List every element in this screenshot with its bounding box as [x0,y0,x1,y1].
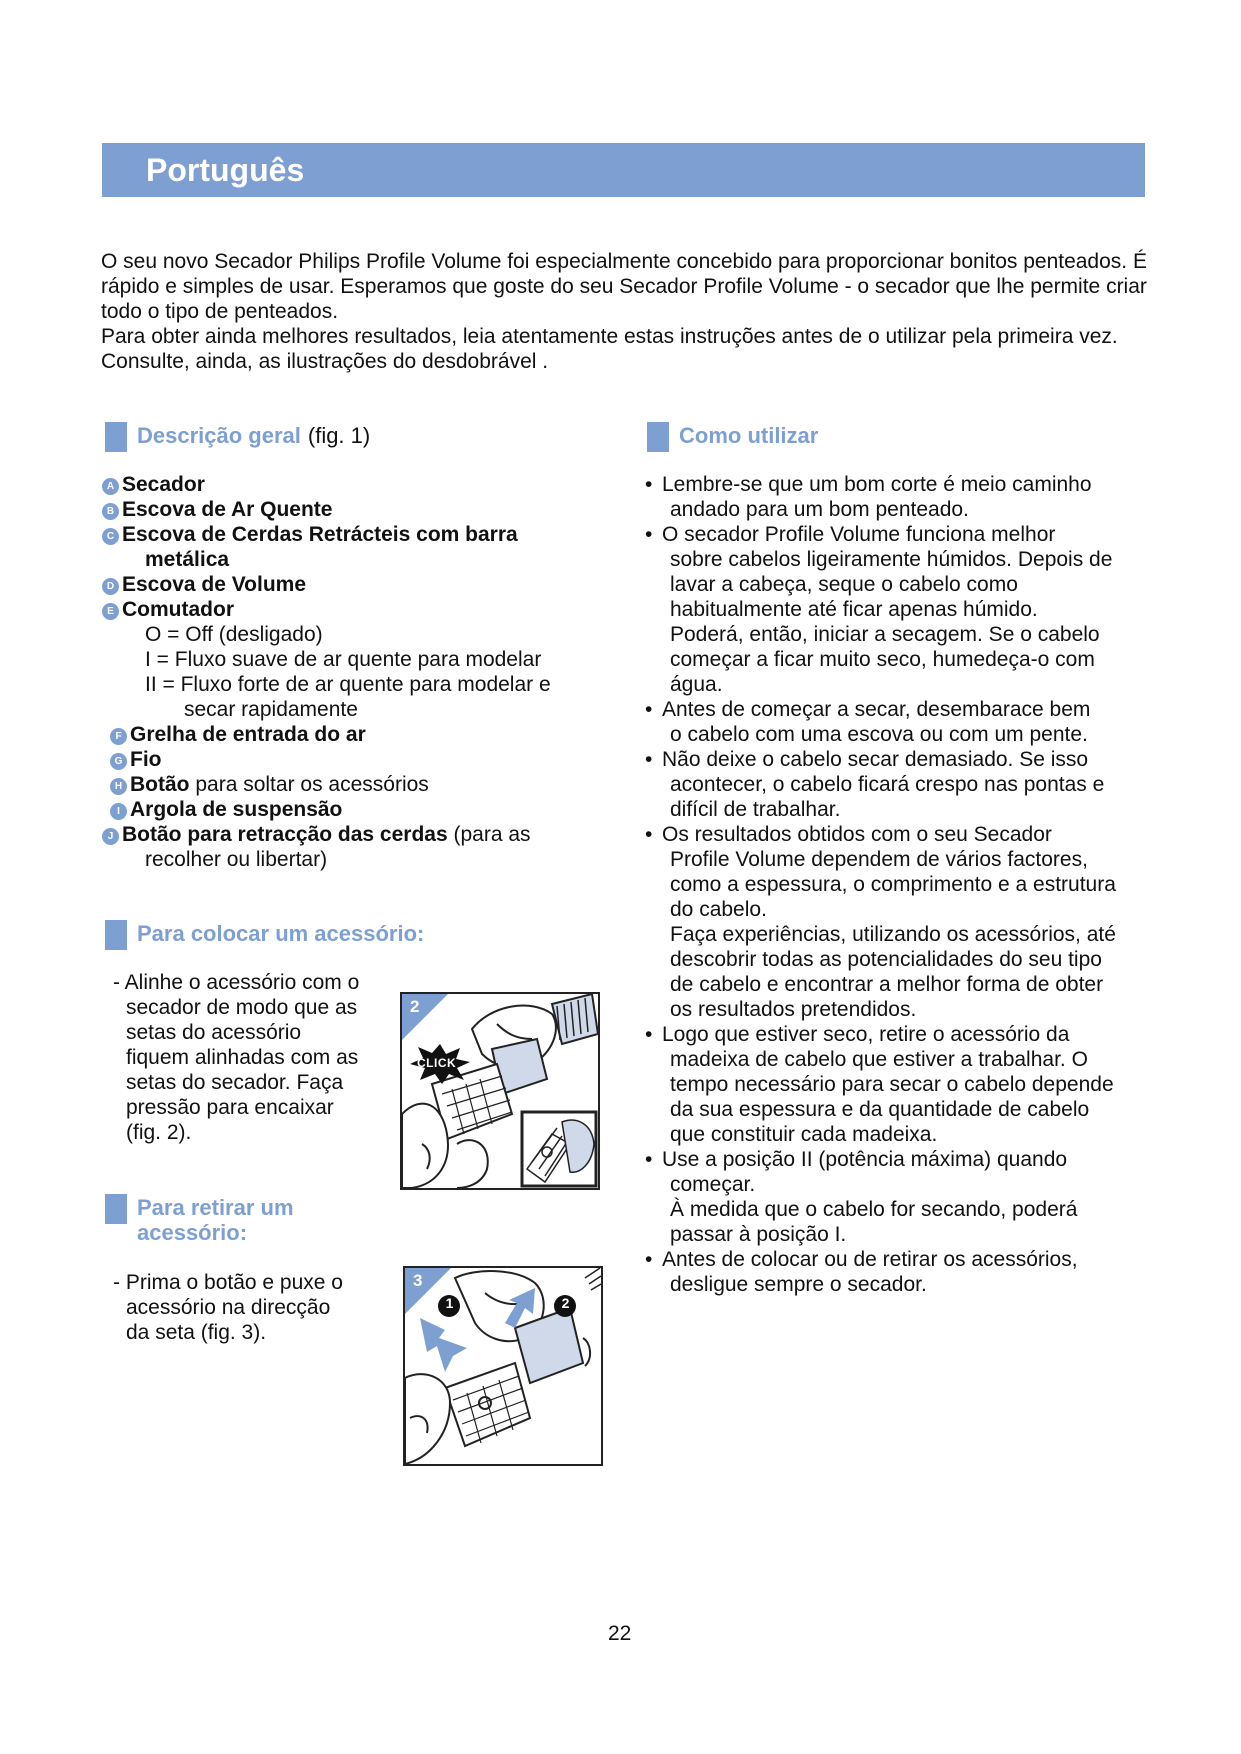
part-description: (para as [453,823,531,846]
bullet-indent [645,672,662,697]
how-to-use-bullet-continuation [645,1097,1150,1122]
bullet-indent [645,947,662,972]
bullet-text: começar. [670,1173,756,1196]
part-name: Escova de Volume [122,573,307,596]
switch-off-setting: O = Off (desligado) [145,623,323,646]
how-to-use-bullet [645,1147,1150,1172]
part-item-h [102,772,642,797]
how-to-use-bullet-continuation [645,1122,1150,1147]
part-item-c [102,522,642,547]
part-name: Escova de Ar Quente [122,498,333,521]
part-item-b [102,497,642,522]
language-title: Português [146,152,305,188]
attach-line: pressão para encaixar [126,1096,334,1119]
attach-line: secador de modo que as [126,996,358,1019]
switch-setting-two-continuation: secar rapidamente [184,698,358,721]
bullet-indent [645,1222,662,1247]
bullet-text: lavar a cabeça, seque o cabelo como [670,573,1018,596]
part-item-j [102,822,642,847]
how-to-use-bullet-continuation [645,872,1150,897]
remove-accessory-heading [105,1195,294,1245]
bullet-dot-icon: • [645,1023,653,1046]
bullet-text: de cabelo e encontrar a melhor forma de obter [670,973,1104,996]
bullet-indent [645,1272,662,1297]
part-item-f [102,722,642,747]
how-to-use-bullet-continuation [645,647,1150,672]
bullet-text: Faça experiências, utilizando os acessórios, até [670,923,1116,946]
language-header-bar [102,143,1145,197]
step-2-badge: 2 [561,1295,570,1311]
intro-text [101,249,1151,374]
figure-2-attach-illustration [400,992,600,1190]
bullet-text: da sua espessura e da quantidade de cabelo [670,1098,1090,1121]
bullet-indent [645,622,662,647]
figure-number-corner [402,994,448,1040]
part-name: Grelha de entrada do ar [130,723,366,746]
bullet-indent [645,772,662,797]
general-description-title: Descrição geral [137,423,301,448]
bullet-indent [645,872,662,897]
how-to-use-bullet-continuation [645,672,1150,697]
part-name: Botão para retracção das cerdas [122,823,448,846]
step-1-badge: 1 [445,1295,454,1311]
how-to-use-bullet-continuation [645,1072,1150,1097]
general-description-fig-ref: (fig. 1) [307,423,371,448]
how-to-use-heading [647,423,818,452]
part-name: Fio [130,748,162,771]
bullet-text: acontecer, o cabelo ficará crespo nas pontas e [670,773,1105,796]
bullet-text: tempo necessário para secar o cabelo depende [670,1073,1114,1096]
attach-accessory-heading [105,921,424,950]
letter-h-icon: H [110,778,127,795]
bullet-text: Profile Volume dependem de vários factores, [670,848,1088,871]
bullet-dot-icon: • [645,523,653,546]
intro-paragraph-1: O seu novo Secador Philips Profile Volume foi especialmente concebido para proporcionar bonitos penteados. É rápido e simples de usar. Esperamos que goste do seu Secador Profile Volume - o secador que lhe permite criar todo o tipo de penteados. [101,250,1147,323]
bullet-text: Antes de colocar ou de retirar os acessórios, [662,1248,1078,1271]
bullet-text: Os resultados obtidos com o seu Secador [662,823,1052,846]
how-to-use-bullet-continuation [645,547,1150,572]
letter-i-icon: I [110,803,127,820]
bullet-indent [645,897,662,922]
letter-d-icon: D [102,578,119,595]
bullet-text: que constituir cada madeixa. [670,1123,938,1146]
part-name: Comutador [122,598,234,621]
how-to-use-bullet-continuation [645,572,1150,597]
bullet-indent [645,1097,662,1122]
bullet-text: descobrir todas as potencialidades do seu tipo [670,948,1102,971]
how-to-use-bullet [645,1247,1150,1272]
section-marker-icon [647,422,669,452]
letter-g-icon: G [110,753,127,770]
figure-3-number: 3 [413,1271,423,1290]
bullet-text: Use a posição II (potência máxima) quando [662,1148,1068,1171]
section-marker-icon [105,422,127,452]
bullet-dot-icon: • [645,1248,653,1271]
bullet-indent [645,647,662,672]
bullet-indent [645,997,662,1022]
how-to-use-bullet-continuation [645,1172,1150,1197]
page-number: 22 [608,1622,632,1645]
bullet-text: madeixa de cabelo que estiver a trabalhar. O [670,1048,1088,1071]
bullet-indent [645,1072,662,1097]
bullet-text: sobre cabelos ligeiramente húmidos. Depois de [670,548,1113,571]
bullet-indent [645,797,662,822]
bullet-indent [645,572,662,597]
letter-f-icon: F [110,728,127,745]
bullet-indent [645,847,662,872]
how-to-use-bullet-continuation [645,972,1150,997]
how-to-use-bullet-continuation [645,1197,1150,1222]
how-to-use-bullet-continuation [645,1047,1150,1072]
part-description: para soltar os acessórios [195,773,429,796]
letter-e-icon: E [102,603,119,620]
how-to-use-bullet-continuation [645,947,1150,972]
how-to-use-bullet [645,1022,1150,1047]
remove-accessory-title [137,1195,294,1245]
how-to-use-list [645,472,1150,1297]
attach-accessory-text [101,970,401,1145]
bullet-text: difícil de trabalhar. [670,798,841,821]
bullet-text: Logo que estiver seco, retire o acessório da [662,1023,1070,1046]
bullet-text: andado para um bom penteado. [670,498,969,521]
part-item-d [102,572,642,597]
how-to-use-bullet-continuation [645,897,1150,922]
bullet-dot-icon: • [645,823,653,846]
bullet-text: À medida que o cabelo for secando, poderá [670,1198,1078,1221]
letter-b-icon: B [102,503,119,520]
bullet-dot-icon: • [645,473,653,496]
bullet-text: Antes de começar a secar, desembarace bem [662,698,1091,721]
bullet-text: começar a ficar muito seco, humedeça-o com [670,648,1095,671]
general-description-heading [105,423,370,452]
figure-3-remove-illustration [403,1266,603,1466]
bullet-text: do cabelo. [670,898,767,921]
bullet-indent [645,547,662,572]
how-to-use-bullet [645,697,1150,722]
how-to-use-bullet [645,522,1150,547]
part-name: Argola de suspensão [130,798,343,821]
bullet-text: habitualmente até ficar apenas húmido. [670,598,1038,621]
bullet-text: Não deixe o cabelo secar demasiado. Se isso [662,748,1089,771]
remove-title-line-2: acessório: [137,1220,248,1245]
how-to-use-bullet-continuation [645,772,1150,797]
bullet-text: desligue sempre o secador. [670,1273,927,1296]
bullet-indent [645,1122,662,1147]
how-to-use-bullet-continuation [645,597,1150,622]
bullet-indent [645,597,662,622]
attach-line: setas do acessório [126,1021,302,1044]
part-item-i [102,797,642,822]
bullet-text: água. [670,673,723,696]
bullet-text: os resultados pretendidos. [670,998,917,1021]
how-to-use-bullet-continuation [645,722,1150,747]
bullet-text: Lembre-se que um bom corte é meio caminho [662,473,1092,496]
letter-j-icon: J [102,828,119,845]
how-to-use-bullet-continuation [645,622,1150,647]
bullet-text: O secador Profile Volume funciona melhor [662,523,1056,546]
bullet-text: passar à posição I. [670,1223,847,1246]
part-name-continuation: metálica [145,548,230,571]
part-item-e [102,597,642,622]
how-to-use-bullet-continuation [645,847,1150,872]
attach-accessory-title: Para colocar um acessório: [137,921,425,946]
how-to-use-bullet-continuation [645,1272,1150,1297]
attach-line: - Alinhe o acessório com o [113,971,360,994]
bullet-dot-icon: • [645,748,653,771]
part-name: Secador [122,473,205,496]
attach-line: setas do secador. Faça [126,1071,344,1094]
section-marker-icon [105,920,127,950]
bullet-dot-icon: • [645,1148,653,1171]
how-to-use-bullet-continuation [645,497,1150,522]
bullet-indent [645,972,662,997]
how-to-use-title: Como utilizar [679,423,819,448]
how-to-use-bullet [645,822,1150,847]
bullet-text: como a espessura, o comprimento e a estrutura [670,873,1116,896]
figure-2-number: 2 [410,997,420,1016]
part-item-a [102,472,642,497]
how-to-use-bullet-continuation [645,997,1150,1022]
remove-title-line-1: Para retirar um [137,1195,294,1220]
bullet-text: Poderá, então, iniciar a secagem. Se o cabelo [670,623,1100,646]
letter-c-icon: C [102,528,119,545]
switch-setting-two: II = Fluxo forte de ar quente para modelar e [145,673,551,696]
part-description-continuation: recolher ou libertar) [145,848,328,871]
how-to-use-bullet-continuation [645,922,1150,947]
part-item-g [102,747,642,772]
attach-line: (fig. 2). [126,1121,192,1144]
section-marker-icon [105,1194,127,1224]
bullet-indent [645,1047,662,1072]
parts-list [102,472,642,872]
attach-line: fiquem alinhadas com as [126,1046,359,1069]
intro-paragraph-2: Para obter ainda melhores resultados, leia atentamente estas instruções antes de o utilizar pela primeira vez. Consulte, ainda, as ilustrações do desdobrável . [101,325,1118,373]
bullet-indent [645,1197,662,1222]
letter-a-icon: A [102,478,119,495]
bullet-indent [645,922,662,947]
remove-accessory-text [101,1270,401,1345]
part-name: Escova de Cerdas Retrácteis com barra [122,523,518,546]
click-burst-icon [410,1044,470,1084]
bullet-indent [645,722,662,747]
bullet-dot-icon: • [645,698,653,721]
bullet-indent [645,1172,662,1197]
how-to-use-bullet [645,747,1150,772]
how-to-use-bullet-continuation [645,797,1150,822]
remove-line: acessório na direcção [126,1296,331,1319]
remove-line: da seta (fig. 3). [126,1321,267,1344]
bullet-indent [645,497,662,522]
bullet-text: o cabelo com uma escova ou com um pente. [670,723,1088,746]
click-label: CLICK [417,1056,457,1070]
switch-setting-one: I = Fluxo suave de ar quente para modelar [145,648,542,671]
part-name: Botão [130,773,190,796]
how-to-use-bullet [645,472,1150,497]
how-to-use-bullet-continuation [645,1222,1150,1247]
remove-line: - Prima o botão e puxe o [113,1271,343,1294]
